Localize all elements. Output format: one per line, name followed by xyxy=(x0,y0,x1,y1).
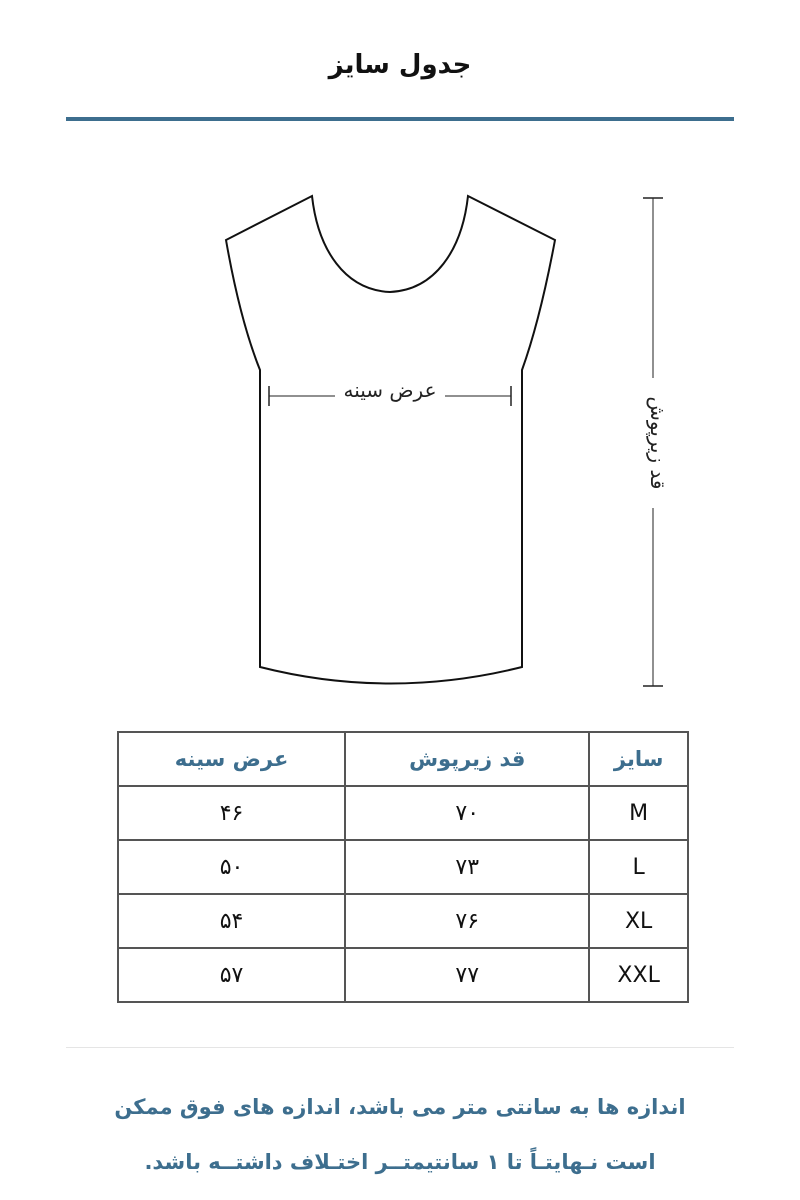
size-table xyxy=(117,731,689,1003)
size-cell: M xyxy=(589,786,688,840)
length-cell: ۷۰ xyxy=(345,786,589,840)
garment-outline xyxy=(226,196,555,684)
header-chest: عرض سینه xyxy=(118,732,345,786)
header-length: قد زیرپوش xyxy=(345,732,589,786)
length-cell: ۷۷ xyxy=(345,948,589,1002)
length-cell: ۷۳ xyxy=(345,840,589,894)
garment-length-label: قد زیرپوش xyxy=(646,396,670,490)
table-row xyxy=(118,894,688,948)
header-size: سایز xyxy=(589,732,688,786)
chest-cell: ۴۶ xyxy=(118,786,345,840)
chest-cell: ۵۷ xyxy=(118,948,345,1002)
table-row xyxy=(118,948,688,1002)
chest-width-label: عرض سینه xyxy=(343,378,437,402)
chest-cell: ۵۰ xyxy=(118,840,345,894)
chest-cell: ۵۴ xyxy=(118,894,345,948)
table-row xyxy=(118,786,688,840)
size-cell: L xyxy=(589,840,688,894)
table-row xyxy=(118,840,688,894)
footer-note-line-1: اندازه ها به سانتی متر می باشد، اندازه های فوق ممکن xyxy=(114,1095,686,1119)
size-cell: XXL xyxy=(589,948,688,1002)
footer-divider xyxy=(66,1047,734,1048)
footer-note-line-2: است نـهایتـاً تا ۱ سانتیمتــر اختـلاف داشتــه باشد. xyxy=(144,1150,656,1174)
table-header-row xyxy=(118,732,688,786)
page-title: جدول سایز xyxy=(328,50,472,80)
length-cell: ۷۶ xyxy=(345,894,589,948)
size-cell: XL xyxy=(589,894,688,948)
